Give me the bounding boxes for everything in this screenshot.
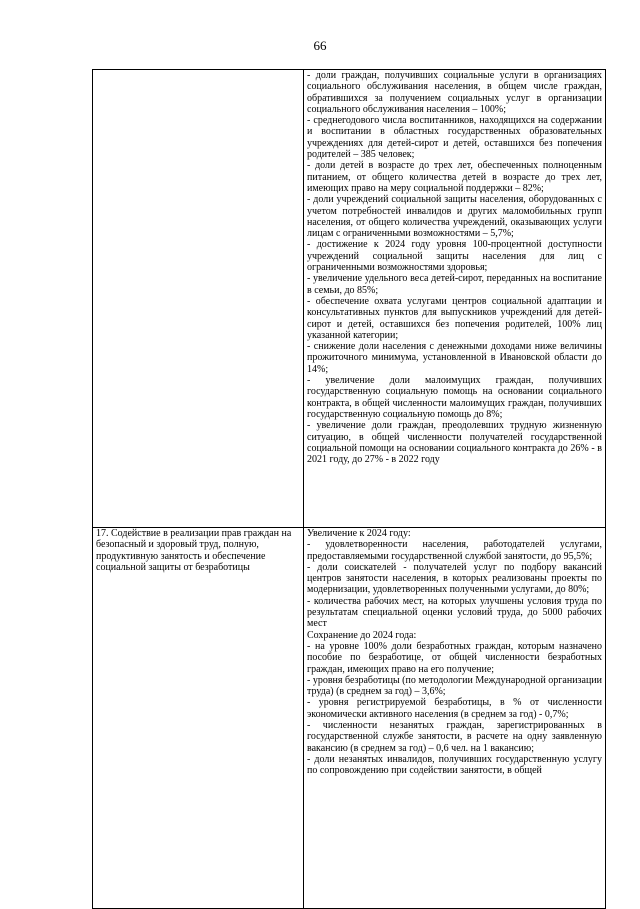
table-cell-indicators: [304, 70, 606, 528]
table-cell-goal: [93, 528, 304, 909]
table-row: [93, 70, 606, 528]
indicator-paragraph: - увеличение доли малоимущих граждан, получивших государственную социальную помощь на основании социального контракта, в общей численности малоимущих граждан, получивших государственную социальную помощь до 8%;: [307, 375, 602, 420]
indicator-paragraph: - доли незанятых инвалидов, получивших государственную услугу по сопровождению при содействии занятости, в общей: [307, 753, 602, 777]
indicator-paragraph: - уровня регистрируемой безработицы, в % от численности экономически активного населения (в среднем за год) - 0,7%;: [307, 697, 602, 720]
indicator-paragraph: - увеличение удельного веса детей-сирот, переданных на воспитание в семьи, до 85%;: [307, 273, 602, 296]
indicator-heading: Сохранение до 2024 года:: [307, 629, 417, 641]
indicator-paragraph: - доли детей в возрасте до трех лет, обеспеченных полноценным питанием, от общего количества детей в возрасте до трех лет, имеющих право на меру социальной поддержки – 82%;: [307, 160, 602, 194]
indicator-paragraph: - уровня безработицы (по методологии Международной организации труда) (в среднем за год) – 3,6%;: [307, 674, 602, 698]
document-table: [92, 69, 606, 909]
indicator-paragraph: - на уровне 100% доли безработных граждан, которым назначено пособие по безработице, от общей численности безработных граждан, имеющих право на его получение;: [307, 640, 602, 675]
indicator-paragraph: - количества рабочих мест, на которых улучшены условия труда по результатам специальной оценки условий труда, до 5000 рабочих мест: [307, 595, 602, 630]
indicator-paragraph: - доли учреждений социальной защиты населения, оборудованных с учетом потребностей инвалидов и других маломобильных групп населения, от общего количества учреждений, оказывающих услуги лицам с ограниченными возможностями – 5,7%;: [307, 194, 602, 240]
indicator-paragraph: - удовлетворенности населения, работодателей услугами, предоставляемыми государственной службой занятости, до 95,5%;: [307, 539, 602, 562]
indicator-paragraph: - доли соискателей - получателей услуг по подбору вакансий центров занятости населения, в которых реализованы проекты по модернизации, удовлетворенных полученными услугами, до 80%;: [307, 561, 602, 596]
goal-text: 17. Содействие в реализации прав граждан на безопасный и здоровый труд, полную, продуктивную занятость и обеспечение социальной защиты от безработицы: [96, 528, 292, 573]
indicator-paragraph: - доли граждан, получивших социальные услуги в организациях социального обслуживания населения, в общем числе граждан, обратившихся за получением социальных услуг в организации социального обслуживания населения – 100%;: [307, 70, 602, 115]
indicator-paragraph: - снижение доли населения с денежными доходами ниже величины прожиточного минимума, установленной в Ивановской области до 14%;: [307, 341, 602, 375]
table-cell-goal: [93, 70, 304, 528]
indicator-heading: Увеличение к 2024 году:: [307, 528, 411, 539]
indicator-paragraph: - численности незанятых граждан, зарегистрированных в государственной службе занятости, в расчете на одну заявленную вакансию (в среднем за год) – 0,6 чел. на 1 вакансию;: [307, 720, 602, 754]
table-row: [93, 528, 606, 909]
indicator-paragraph: - увеличение доли граждан, преодолевших трудную жизненную ситуацию, в общей численности получателей государственной социальной помощи на основании социального контракта до 26% - в 2021 году, до 27% - в 2022 году: [307, 420, 602, 466]
indicator-paragraph: - обеспечение охвата услугами центров социальной адаптации и консультативных пунктов для выпускников учреждений для детей-сирот и детей, оставшихся без попечения родителей, 100% лиц указанной категории;: [307, 295, 602, 341]
indicator-paragraph: - достижение к 2024 году уровня 100-процентной доступности учреждений социальной защиты населения для лиц с ограниченными возможностями здоровья;: [307, 239, 602, 274]
indicator-paragraph: - среднегодового числа воспитанников, находящихся на содержании и воспитании в областных государственных образовательных учреждениях для детей-сирот и детей, оставшихся без попечения родителей – 385 человек;: [307, 115, 602, 161]
page-number: 66: [313, 38, 327, 53]
table-cell-indicators: [304, 528, 606, 909]
